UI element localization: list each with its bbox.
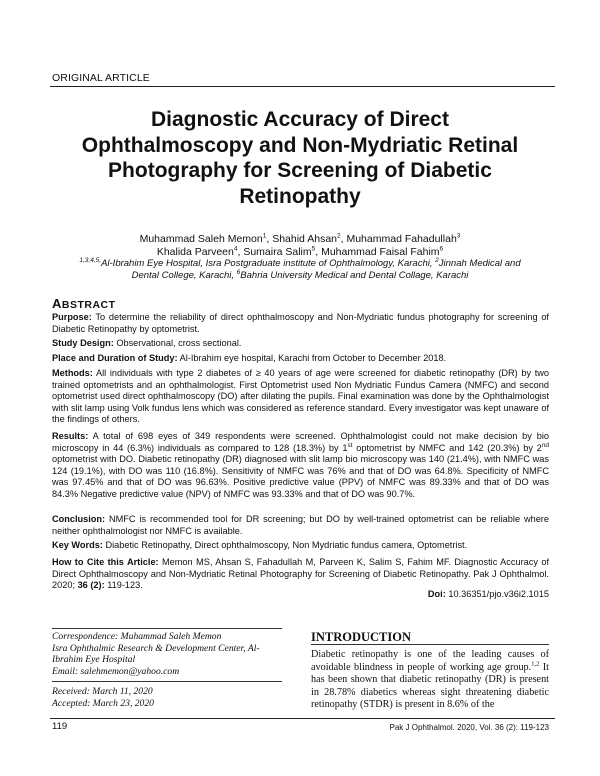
author-sup: 2: [337, 232, 341, 240]
abstract-methods: Methods: All individuals with type 2 diabetes of ≥ 40 years of age were screened for diabetic retinopathy (DR) by two trained optometrists and an ophthalmologist. First Optometrist used Non Mydriatic Fundus Camera (NMFC) and second optometrist used direct ophthalmoscopy (DO) after dilating the pupils. Final examination was done by the Ophthalmologist with slit lamp using Volk fundus lens which was considered as reference standard. Every investigator was kept unaware of the findings of others.: [52, 368, 549, 425]
affil-text: Al-Ibrahim Eye Hospital, Isra Postgraduate institute of Ophthalmology, Karachi,: [101, 258, 433, 269]
title-line: Ophthalmoscopy and Non-Mydriatic Retinal: [81, 133, 519, 157]
author-name: Muhammad Faisal Fahim: [321, 246, 440, 258]
author-sup: 6: [439, 245, 444, 253]
author-name: Muhammad Saleh Memon: [139, 233, 263, 245]
correspondence-block: Correspondence: Muhammad Saleh Memon Isra Ophthalmic Research & Development Center, Al- Ibrahim Eye Hospital Email: salehmemon@yahoo.com: [52, 631, 282, 677]
affiliations: [70, 258, 530, 282]
abstract-design: Study Design: Observational, cross sectional.: [52, 338, 242, 348]
footer-divider: [50, 718, 555, 719]
title-line: Diagnostic Accuracy of Direct: [151, 108, 449, 131]
received-date: Received: March 11, 2020: [52, 686, 153, 697]
abstract-conclusion: Conclusion: NMFC is recommended tool for DR screening; but DO by well-trained optometrist can be reliable where neither ophthalmologist nor NMFC is available.: [52, 514, 549, 536]
correspondence-email[interactable]: Email: salehmemon@yahoo.com: [52, 665, 180, 677]
title-line: Photography for Screening of Diabetic: [108, 159, 492, 182]
author-sup: 4: [233, 245, 238, 253]
affil-sup: 2: [435, 256, 439, 264]
dates-block: [52, 686, 282, 709]
header-divider: [50, 86, 555, 87]
doi-link[interactable]: 10.36351/pjo.v36i2.1015: [448, 589, 549, 599]
introduction-text: Diabetic retinopathy is one of the leading causes of avoidable blindness in people of working age group.$^{1,2}$ It has been shown that diabetic retinopathy (DR) is present in 28.78% diabetics whereas sight threatening diabetic retinopathy (STDR) is present in 8.6% of the: [311, 649, 550, 711]
author-name: Muhammad Fahadullah: [346, 233, 457, 245]
author-sup: 5: [311, 245, 316, 253]
introduction-heading: INTRODUCTION: [311, 630, 412, 644]
abstract-keywords: Key Words: Diabetic Retinopathy, Direct ophthalmoscopy, Non Mydriatic fundus camera, Optometrist.: [52, 540, 468, 550]
title-line: Retinopathy: [239, 184, 361, 208]
author-sup: 1: [262, 232, 267, 240]
author-sup: 3: [456, 232, 461, 240]
abstract-purpose: Purpose: To determine the reliability of direct ophthalmoscopy and Non-Mydriatic fundus photography for screening of Diabetic Retinopathy by optometrist.: [52, 312, 549, 334]
abstract-heading: ABSTRACT: [52, 296, 116, 311]
dates-divider: [52, 681, 282, 682]
article-type-label: ORIGINAL ARTICLE: [52, 72, 150, 84]
author-name: Khalida Parveen: [156, 246, 234, 258]
affil-sup: 1,3,4,5,: [79, 256, 102, 264]
introduction-divider: [311, 644, 549, 645]
accepted-date: Accepted: March 23, 2020: [52, 697, 154, 709]
journal-citation: Pak J Ophthalmol. 2020, Vol. 36 (2): 119-123: [389, 723, 549, 732]
author-name: Sumaira Salim: [243, 246, 312, 258]
citation: How to Cite this Article: Memon MS, Ahsan S, Fahadullah M, Parveen K, Salim S, Fahim MF. Diagnostic Accuracy of Direct Ophthalmoscopy and Non-Mydriatic Retinal Photography for Screening of Diabetic Retinopathy. Pak J Ophthalmol. 2020; 36 (2): 119-123.: [52, 557, 549, 591]
correspondence-divider: [52, 628, 282, 629]
affil-sup: 6: [236, 268, 241, 276]
author-list: Muhammad Saleh Memon$^1$, Shahid Ahsan$^2$, Muhammad Fahadullah$^3$ Khalida Parveen$^4$, Sumaira Salim$^5$, Muhammad Faisal Fahim$^6$: [139, 232, 461, 258]
affil-text: Bahria University Medical and Dental Collage, Karachi: [240, 270, 469, 281]
page-number: 119: [52, 721, 68, 732]
article-title: [60, 107, 540, 209]
abstract-results: Results: A total of 698 eyes of 349 respondents were screened. Ophthalmologist could not make decision by bio microscopy in 44 (6.3%) individuals as compared to 128 (18.3%) by 1st optometrist by NMFC and 142 (20.3%) by 2nd optometrist with DO. Diabetic retinopathy (DR) diagnosed with slit lamp bio microscopy was 140 (21.4%), with NMFC was 124 (19.1%), with DO was 110 (16.8%). Sensitivity of NMFC was 76% and that of DO was 64.8%. Specificity of NMFC was 97.45% and that of DO was 96.63%. Positive predictive value (PPV) of NMFC was 89.33% and that of DO was 84.3% Negative predictive value (NPV) of NMFC was 93.33% and that of DO was 90.7%.: [52, 431, 550, 499]
doi: Doi: 10.36351/pjo.v36i2.1015: [427, 589, 549, 599]
abstract-place: Place and Duration of Study: Al-Ibrahim eye hospital, Karachi from October to December 2018.: [52, 353, 447, 363]
affil-text: Jinnah Medical and Dental College, Karachi,: [131, 258, 521, 281]
author-name: Shahid Ahsan: [272, 233, 337, 245]
